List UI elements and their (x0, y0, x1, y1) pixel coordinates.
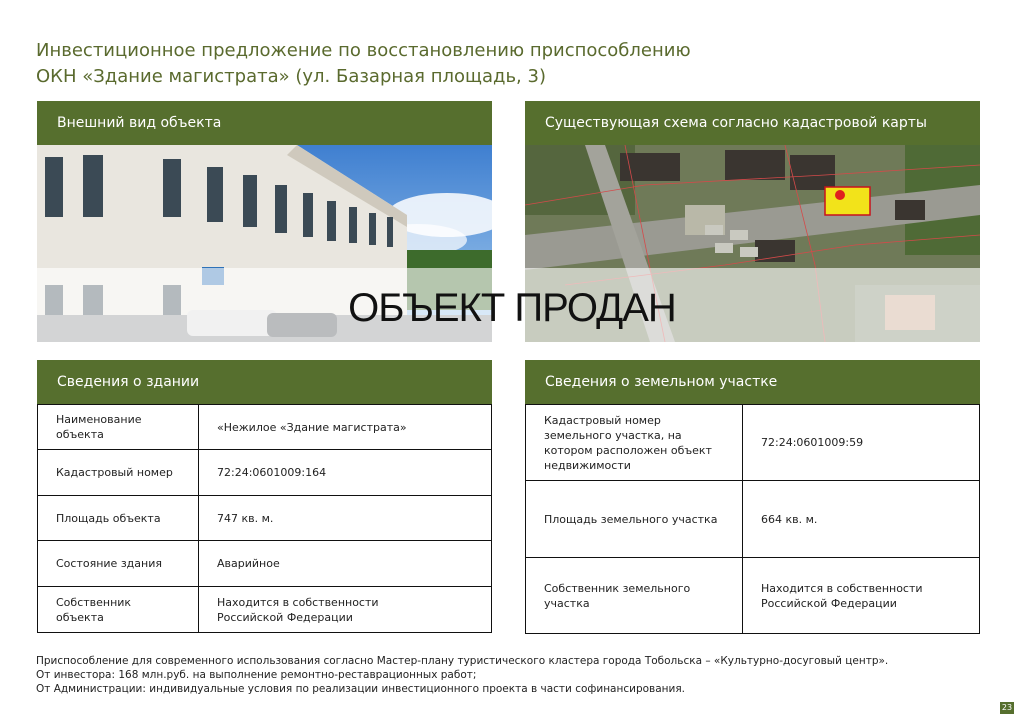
building-area-value: 747 кв. м. (199, 496, 492, 541)
footer-notes (36, 654, 986, 696)
footer-line-2: От инвестора: 168 млн.руб. на выполнение ремонтно-реставрационных работ; (36, 669, 477, 681)
building-name-label: Наименование объекта (38, 405, 199, 450)
building-info-table (37, 404, 492, 633)
building-condition-value: Аварийное (199, 541, 492, 587)
table-row (526, 558, 980, 634)
building-owner-label: Собственник объекта (38, 587, 199, 633)
building-area-label: Площадь объекта (38, 496, 199, 541)
exterior-panel-header (37, 101, 492, 145)
land-cadastral-value: 72:24:0601009:59 (743, 405, 980, 481)
land-owner-label: Собственник земельного участка (526, 558, 743, 634)
land-owner-value: Находится в собственности Российской Федерации (743, 558, 980, 634)
sold-banner: ОБЪЕКТ ПРОДАН (0, 268, 1024, 344)
title-line-1: Инвестиционное предложение по восстановлению приспособлению (36, 40, 691, 61)
table-row (526, 481, 980, 558)
land-info-title: Сведения о земельном участке (545, 374, 778, 390)
building-info-title: Сведения о здании (57, 374, 200, 390)
page-title (36, 38, 936, 90)
land-area-value: 664 кв. м. (743, 481, 980, 558)
building-owner-value: Находится в собственности Российской Федерации (199, 587, 492, 633)
building-cadastral-label: Кадастровый номер (38, 450, 199, 496)
land-area-label: Площадь земельного участка (526, 481, 743, 558)
table-row (38, 450, 492, 496)
exterior-panel-title: Внешний вид объекта (57, 115, 222, 131)
land-info-table (525, 404, 980, 634)
page-number: 23 (1001, 703, 1013, 712)
table-row (38, 405, 492, 450)
building-condition-label: Состояние здания (38, 541, 199, 587)
footer-line-1: Приспособление для современного использования согласно Мастер-плану туристического кластера города Тобольска – «Культурно-досуговый центр». (36, 655, 889, 667)
building-cadastral-value: 72:24:0601009:164 (199, 450, 492, 496)
table-row (38, 496, 492, 541)
cadastral-map-panel-header (525, 101, 980, 145)
table-row (38, 587, 492, 633)
table-row (38, 541, 492, 587)
footer-line-3: От Администрации: индивидуальные условия по реализации инвестиционного проекта в части софинансирования. (36, 683, 686, 695)
title-line-2: ОКН «Здание магистрата» (ул. Базарная площадь, 3) (36, 66, 546, 87)
building-info-header (37, 360, 492, 404)
building-name-value: «Нежилое «Здание магистрата» (199, 405, 492, 450)
land-info-header (525, 360, 980, 404)
table-row (526, 405, 980, 481)
land-cadastral-label: Кадастровый номер земельного участка, на котором расположен объект недвижимости (526, 405, 743, 481)
cadastral-map-panel-title: Существующая схема согласно кадастровой карты (545, 115, 927, 131)
